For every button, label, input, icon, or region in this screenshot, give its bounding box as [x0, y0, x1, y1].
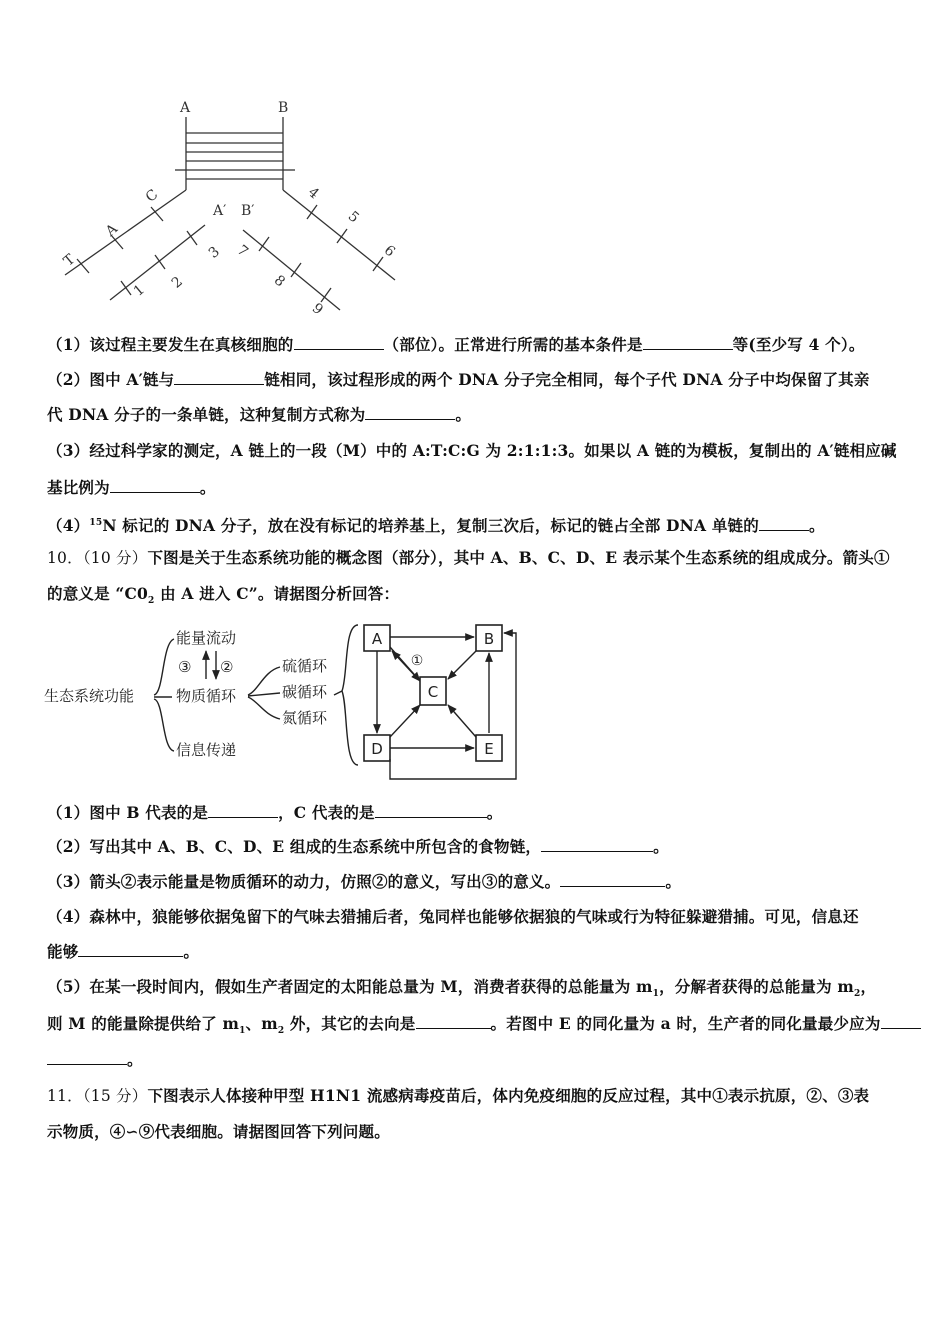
answer-blank[interactable]: [78, 941, 183, 957]
root-label: 生态系统功能: [44, 687, 135, 705]
tick-label-4: 4: [304, 184, 322, 203]
answer-blank[interactable]: [643, 334, 733, 350]
cycle-carbon: 碳循环: [282, 683, 328, 701]
answer-blank[interactable]: [541, 836, 653, 852]
tick-label-c: C: [142, 186, 162, 206]
q11-intro1: 11．（15 分）下图表示人体接种甲型 H1N1 流感病毒疫苗后，体内免疫细胞的反应过程，其中①表示抗原，②、③表: [47, 1086, 870, 1105]
branch-matter: 物质循环: [176, 687, 237, 705]
q10-sub4a: （4）森林中，狼能够依据兔留下的气味去猎捕后者，兔同样也能够依据狼的气味或行为特征躲避猎捕。可见，信息还: [47, 907, 859, 926]
q9-part2b: 代 DNA 分子的一条单链，这种复制方式称为 。: [47, 405, 472, 424]
dna-replication-diagram: [55, 95, 415, 320]
label-b: B: [278, 100, 289, 116]
node-e: E: [484, 740, 494, 758]
q9-part4: $(4)^{15}N$ 标记的 DNA 分子，放在没有标记的培养基上，复制三次后，标记的链占全部 DNA 单链的 。: [47, 516, 825, 536]
arrow-3-label: ③: [178, 658, 192, 676]
label-a: A: [180, 100, 191, 116]
tick-label-7: 7: [233, 242, 251, 261]
q10-sub4b: 能够 。: [47, 942, 200, 961]
answer-blank[interactable]: [294, 334, 384, 350]
cycle-nitrogen: 氮循环: [282, 709, 328, 727]
tick-label-6: 6: [380, 242, 398, 261]
branch-energy: 能量流动: [176, 629, 237, 647]
tick-label-8: 8: [270, 272, 288, 291]
q9-part1: （1）该过程主要发生在真核细胞的 （部位）。正常进行所需的基本条件是 等(至少写 4 个）。: [47, 335, 865, 354]
node-c: C: [427, 683, 439, 701]
answer-blank[interactable]: [416, 1013, 491, 1029]
answer-blank[interactable]: [560, 871, 665, 887]
q10-sub5a: （5）在某一段时间内，假如生产者固定的太阳能总量为 M，消费者获得的总能量为 $m_1$，分解者获得的总能量为 $m_2$，: [47, 977, 877, 1000]
label-a-prime: A′: [213, 203, 227, 219]
q9-part3a: （3）经过科学家的测定，A 链上的一段（M）中的 A:T:C:G 为 2:1:1:3。如果以 A 链的为模板，复制出的 A′链相应碱: [47, 441, 897, 460]
answer-blank[interactable]: [881, 1013, 921, 1029]
q10-sub5b: 则 M 的能量除提供给了 $m_1$、$m_2$ 外，其它的去向是 。若图中 E 的同化量为 a 时，生产者的同化量最少应为: [47, 1013, 905, 1042]
q10-intro2: 的意义是 “$C0_2$ 由 A 进入 C”。请据图分析回答：: [47, 584, 400, 607]
tick-label-3: 3: [205, 243, 223, 262]
tick-label-a: A: [102, 220, 121, 240]
answer-blank[interactable]: [208, 802, 278, 818]
q9-part3b: 基比例为 。: [47, 478, 216, 497]
label-b-prime: B′: [241, 203, 255, 219]
q10-sub5c: 。: [47, 1049, 905, 1071]
answer-blank[interactable]: [375, 802, 487, 818]
q10-sub1: （1）图中 B 代表的是 ，C 代表的是 。: [47, 803, 503, 822]
node-d: D: [371, 740, 383, 758]
arrow-2-label: ②: [220, 658, 234, 676]
q10-intro1: 10．（10 分）下图是关于生态系统功能的概念图（部分），其中 A、B、C、D、E 表示某个生态系统的组成成分。箭头①: [47, 548, 890, 567]
arrow-1-label: ①: [410, 653, 424, 669]
answer-blank[interactable]: [110, 477, 200, 493]
q11-intro2: 示物质，④∽⑨代表细胞。请据图回答下列问题。: [47, 1122, 390, 1141]
q10-sub2: （2）写出其中 A、B、C、D、E 组成的生态系统中所包含的食物链， 。: [47, 837, 669, 856]
tick-label-5: 5: [344, 208, 362, 227]
cycle-sulfur: 硫循环: [282, 657, 328, 675]
q9-part2a: （2）图中 A′链与 链相同，该过程形成的两个 DNA 分子完全相同，每个子代 DNA 分子中均保留了其亲: [47, 370, 870, 389]
answer-blank[interactable]: [365, 404, 455, 420]
tick-label-1: 1: [130, 281, 148, 300]
node-b: B: [483, 630, 495, 648]
node-a: A: [371, 630, 383, 648]
tick-label-9: 9: [308, 300, 326, 319]
tick-label-t: T: [60, 251, 79, 270]
tick-label-2: 2: [168, 273, 186, 292]
answer-blank[interactable]: [174, 369, 264, 385]
ecosystem-concept-diagram: [44, 615, 534, 787]
answer-blank[interactable]: [47, 1049, 127, 1065]
q10-sub3: （3）箭头②表示能量是物质循环的动力，仿照②的意义，写出③的意义。 。: [47, 872, 682, 891]
branch-info: 信息传递: [176, 741, 237, 759]
answer-blank[interactable]: [759, 515, 809, 531]
